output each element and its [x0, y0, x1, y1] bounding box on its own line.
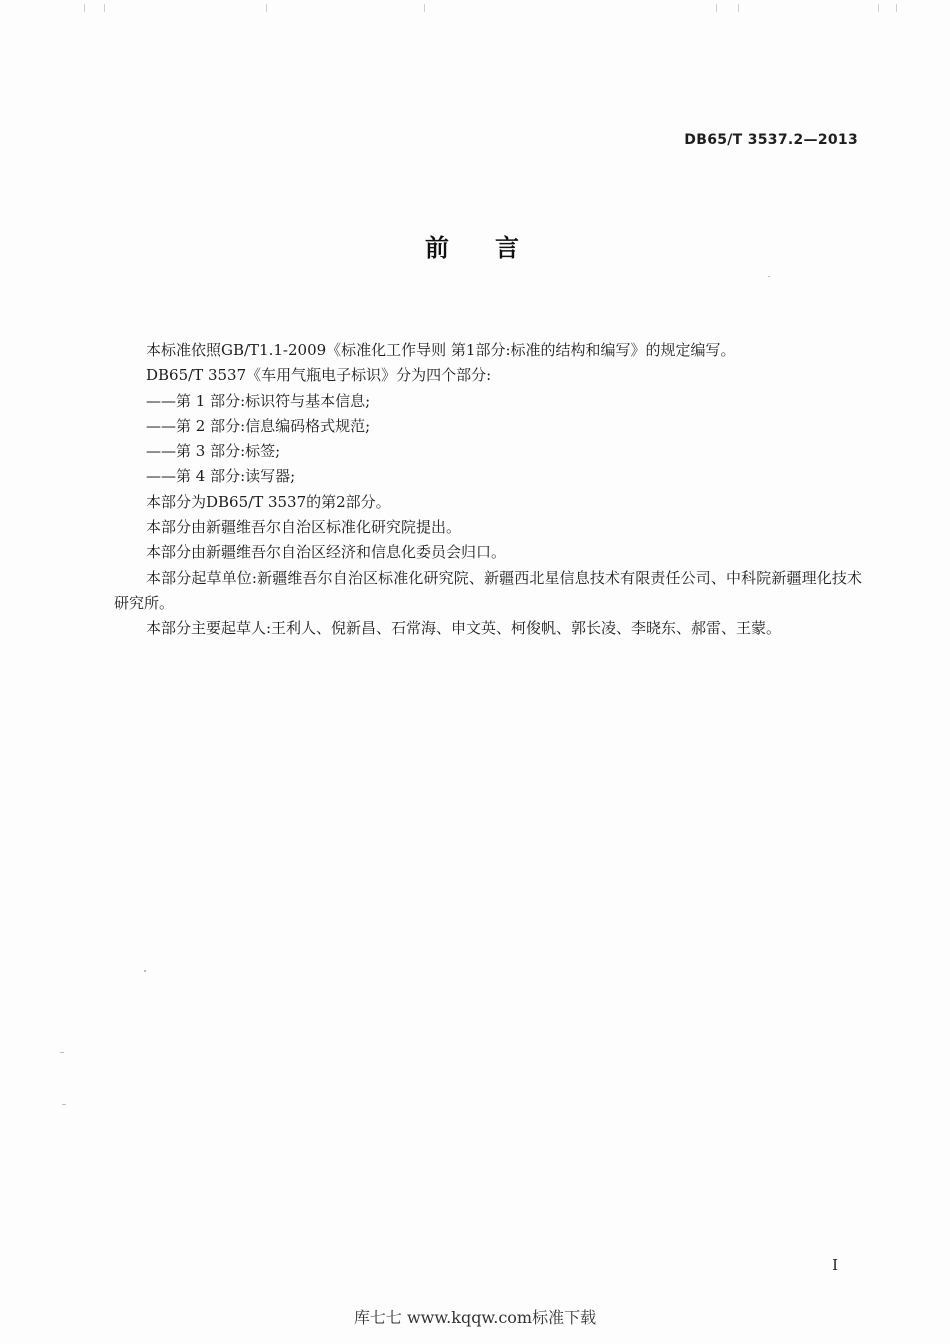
scan-speck [144, 970, 146, 972]
paragraph: 本部分由新疆维吾尔自治区经济和信息化委员会归口。 [146, 543, 507, 562]
section-heading: 前言 [425, 234, 565, 262]
page-number: I [832, 1256, 838, 1274]
scan-artifact [424, 4, 425, 12]
scan-artifact [896, 4, 897, 12]
paragraph: 本部分由新疆维吾尔自治区标准化研究院提出。 [146, 518, 462, 537]
scan-artifact [878, 4, 879, 12]
scan-artifact [266, 4, 267, 12]
foreword-body [114, 338, 862, 642]
list-item: ——第 4 部分:读写器; [146, 467, 296, 486]
scan-speck [60, 1052, 64, 1053]
paragraph: DB65/T 3537《车用气瓶电子标识》分为四个部分: [146, 366, 492, 385]
scan-speck [768, 276, 770, 277]
scan-artifact [84, 4, 85, 12]
scan-artifact [738, 4, 739, 12]
footer-watermark: 库七七 www.kqqw.com标准下载 [353, 1308, 597, 1327]
paragraph: 本部分主要起草人:王利人、倪新昌、石常海、申文英、柯俊帆、郭长凌、李晓东、郝雷、王蒙。 [146, 619, 782, 638]
paragraph: 本标准依照GB/T1.1-2009《标准化工作导则 第1部分:标准的结构和编写》的规定编写。 [146, 341, 736, 359]
scan-artifact [716, 4, 717, 12]
scan-artifact [104, 4, 105, 12]
document-code: DB65/T 3537.2—2013 [684, 132, 858, 148]
paragraph: 本部分为DB65/T 3537的第2部分。 [146, 492, 391, 511]
list-item: ——第 2 部分:信息编码格式规范; [146, 416, 371, 435]
paragraph: 本部分起草单位:新疆维吾尔自治区标准化研究院、新疆西北星信息技术有限责任公司、中科院新疆理化技术研究所。 [114, 568, 862, 612]
scan-speck [62, 1104, 66, 1105]
list-item: ——第 1 部分:标识符与基本信息; [146, 391, 371, 410]
list-item: ——第 3 部分:标签; [146, 442, 281, 461]
